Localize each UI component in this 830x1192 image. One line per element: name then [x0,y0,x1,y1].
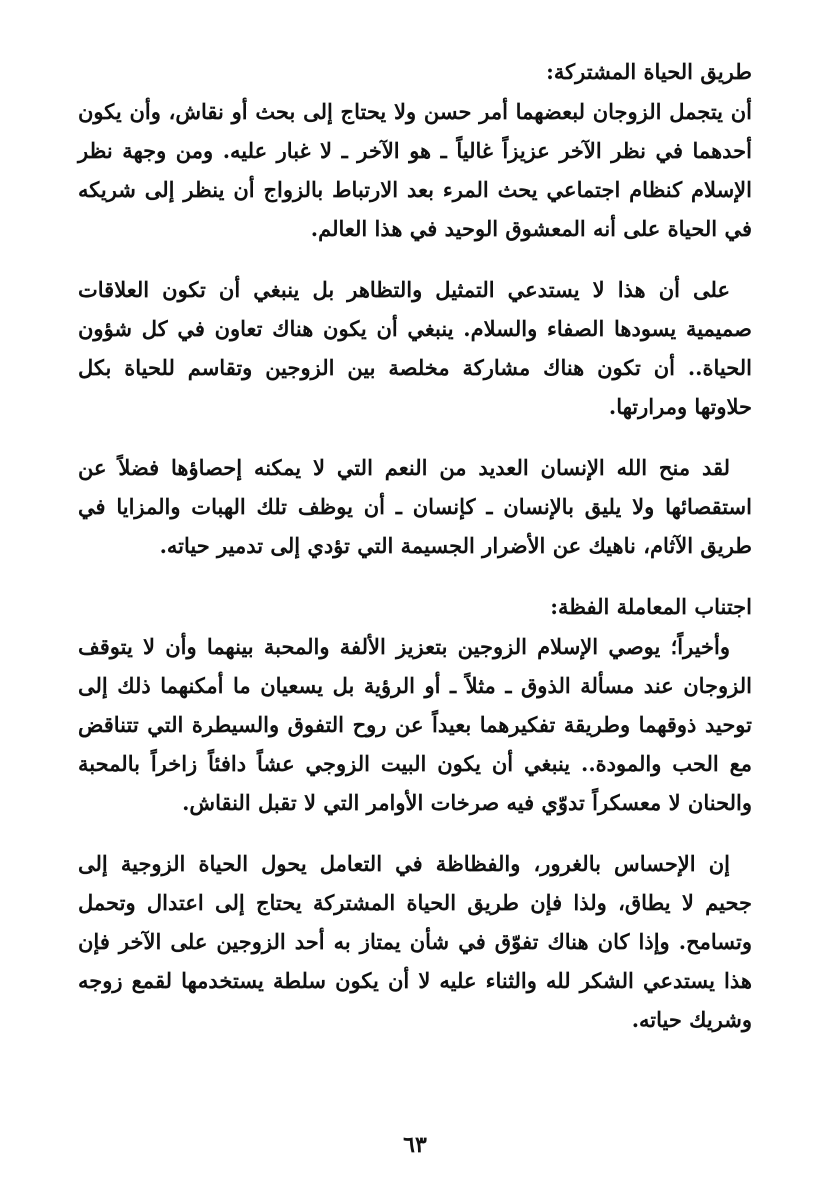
page-content [78,52,752,1061]
paragraph: إن الإحساس بالغرور، والفظاظة في التعامل يحول الحياة الزوجية إلى جحيم لا يطاق، ولذا فإن طريق الحياة المشتركة يحتاج إلى اعتدال وتحمل وتسامح. وإذا كان هناك تفوّق في شأن يمتاز به أحد الزوجين على الآخر فإن هذا يستدعي الشكر لله والثناء عليه لا أن يكون سلطة يستخدمها لقمع زوجه وشريك حياته. [78,851,752,1032]
section-heading: اجتناب المعاملة الفظة: [550,594,752,619]
section-heading: طريق الحياة المشتركة: [546,59,752,84]
paragraph: على أن هذا لا يستدعي التمثيل والتظاهر بل ينبغي أن تكون العلاقات صميمية يسودها الصفاء والسلام. ينبغي أن يكون هناك تعاون في كل شؤون الحياة.. أن تكون هناك مشاركة مخلصة بين الزوجين وتقاسم للحياة بكل حلاوتها ومرارتها. [78,277,752,419]
paragraph: لقد منح الله الإنسان العديد من النعم التي لا يمكنه إحصاؤها فضلاً عن استقصائها ولا يليق بالإنسان ـ كإنسان ـ أن يوظف تلك الهبات والمزايا في طريق الآثام، ناهيك عن الأضرار الجسيمة التي تؤدي إلى تدمير حياته. [78,455,752,558]
paragraph: أن يتجمل الزوجان لبعضهما أمر حسن ولا يحتاج إلى بحث أو نقاش، وأن يكون أحدهما في نظر الآخر عزيزاً غالياً ـ هو الآخر ـ لا غبار عليه. ومن وجهة نظر الإسلام كنظام اجتماعي يحث المرء بعد الارتباط بالزواج أن ينظر إلى شريكه في الحياة على أنه المعشوق الوحيد في هذا العالم. [78,99,752,241]
page-number: ٦٣ [403,1132,427,1158]
paragraph: وأخيراً؛ يوصي الإسلام الزوجين بتعزيز الألفة والمحبة بينهما وأن لا يتوقف الزوجان عند مسألة الذوق ـ مثلاً ـ أو الرؤية بل يسعيان ما أمكنهما ذلك إلى توحيد ذوقهما وطريقة تفكيرهما بعيداً عن روح التفوق والسيطرة التي تتناقض مع الحب والمودة.. ينبغي أن يكون البيت الزوجي عشاً دافئاً زاخراً بالمحبة والحنان لا معسكراً تدوّي فيه صرخات الأوامر التي لا تقبل النقاش. [78,634,752,815]
